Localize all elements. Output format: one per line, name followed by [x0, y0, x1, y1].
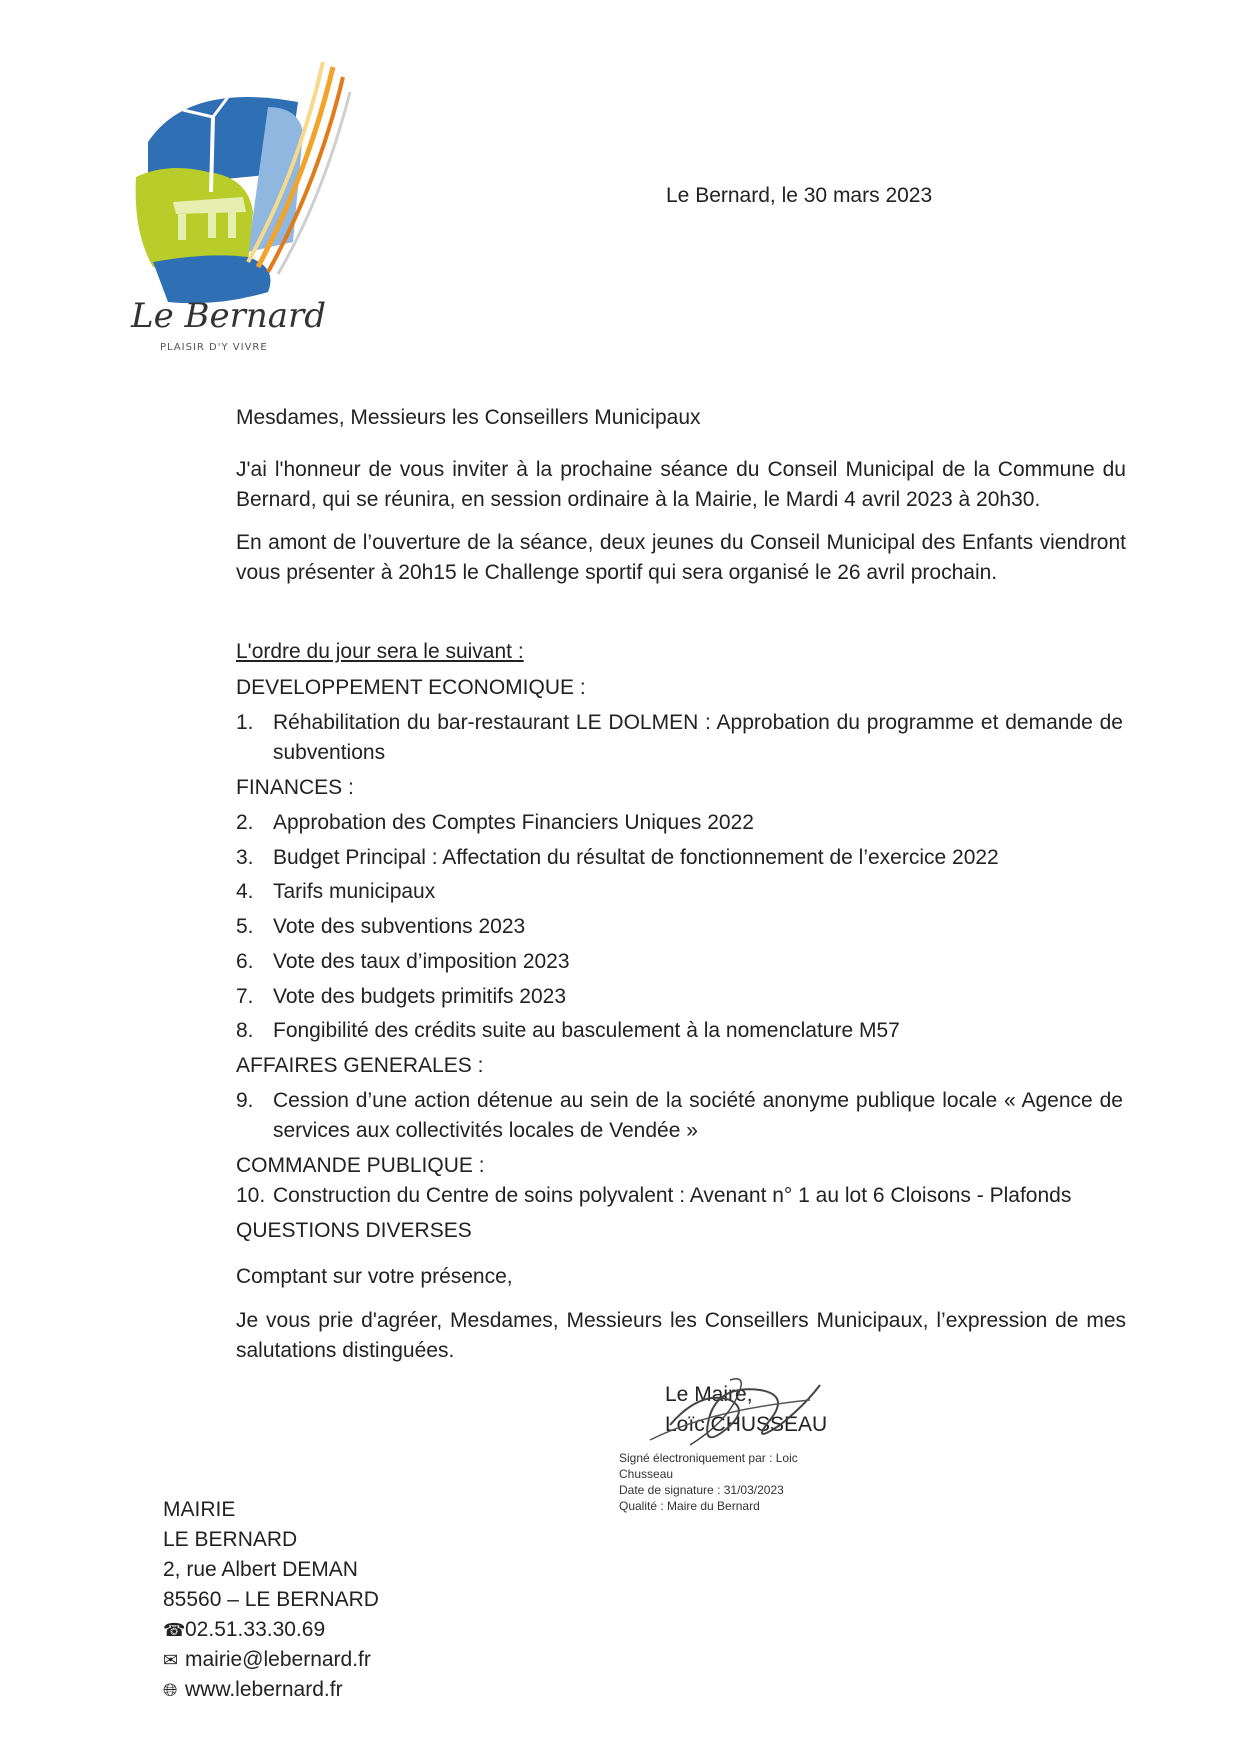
item-number: 3.	[236, 846, 254, 869]
agenda-item	[236, 982, 1126, 1012]
preamble-paragraph	[236, 528, 1126, 588]
item-text: Réhabilitation du bar-restaurant LE DOLMEN : Approbation du programme et demande de subventions	[273, 711, 1123, 764]
item-text: Construction du Centre de soins polyvalent : Avenant n° 1 au lot 6 Cloisons - Plafonds	[273, 1184, 1072, 1207]
item-number: 7.	[236, 985, 254, 1008]
closing-line: Comptant sur votre présence,	[236, 1265, 513, 1288]
item-number: 6.	[236, 950, 254, 973]
item-number: 8.	[236, 1019, 254, 1042]
agenda-item	[236, 708, 1126, 768]
closing-paragraph: Je vous prie d'agréer, Mesdames, Messieurs les Conseillers Municipaux, l’expression de mes salutations distinguées.	[236, 1309, 1126, 1362]
p2-text-emphasis-time: 20h15	[398, 561, 457, 584]
p1-text-emphasis-date: Mardi 4 avril 2023 à 20h30	[785, 488, 1035, 511]
globe-icon: 🌐︎	[163, 1680, 178, 1700]
agenda-item	[236, 1181, 1126, 1211]
footer-street: 2, rue Albert DEMAN	[163, 1558, 358, 1581]
item-number: 4.	[236, 880, 254, 903]
electronic-signature-block	[619, 1450, 829, 1514]
item-text: Cession d’une action détenue au sein de la société anonyme publique locale « Agence de services aux collectivités locales de Vendée »	[273, 1089, 1123, 1142]
logo-graphic	[128, 62, 378, 352]
phone-number: 02.51.33.30.69	[185, 1618, 326, 1641]
agenda-item	[236, 1086, 1126, 1146]
agenda-title: L'ordre du jour sera le suivant :	[236, 640, 524, 663]
footer-web	[163, 1675, 379, 1705]
p1-text-emphasis-council: Conseil Municipal	[767, 458, 935, 481]
mairie-contact-block	[163, 1495, 379, 1705]
section-heading-cmd: COMMANDE PUBLIQUE :	[236, 1154, 485, 1177]
section-heading-qd: QUESTIONS DIVERSES	[236, 1219, 472, 1242]
footer-postcode: 85560 – LE BERNARD	[163, 1588, 379, 1611]
letter-date: Le Bernard, le 30 mars 2023	[666, 184, 933, 207]
agenda-item	[236, 947, 1126, 977]
esign-signer-cont: Chusseau	[619, 1467, 674, 1481]
item-text: Vote des subventions 2023	[273, 915, 526, 938]
section-heading-dev: DEVELOPPEMENT ECONOMIQUE :	[236, 676, 586, 699]
signatory-title: Le Maire,	[665, 1383, 753, 1406]
esign-date: Date de signature : 31/03/2023	[619, 1483, 784, 1497]
logo-tagline: PLAISIR D'Y VIVRE	[160, 342, 268, 352]
footer-email	[163, 1645, 379, 1675]
item-text: Vote des taux d’imposition 2023	[273, 950, 570, 973]
esign-capacity: Qualité : Maire du Bernard	[619, 1499, 760, 1513]
p2-text-a: En amont de l’ouverture de la séance, deux jeunes du Conseil Municipal des Enfants viendront vous présenter à	[236, 531, 1126, 584]
p1-text-a: J'ai l'honneur de vous inviter à la prochaine séance du	[236, 458, 768, 481]
invitation-paragraph	[236, 455, 1126, 515]
item-number: 1.	[236, 711, 254, 734]
agenda-item	[236, 843, 1126, 873]
envelope-icon: ✉	[163, 1650, 179, 1670]
agenda-item	[236, 912, 1126, 942]
footer-mairie: MAIRIE	[163, 1498, 236, 1521]
section-heading-aff: AFFAIRES GENERALES :	[236, 1054, 484, 1077]
municipal-logo	[128, 62, 378, 352]
item-text: Approbation des Comptes Financiers Uniques 2022	[273, 811, 754, 834]
phone-icon: ☎	[163, 1620, 186, 1640]
item-number: 2.	[236, 811, 254, 834]
section-heading-fin: FINANCES :	[236, 776, 354, 799]
item-text: Tarifs municipaux	[273, 880, 436, 903]
item-text: Fongibilité des crédits suite au basculement à la nomenclature M57	[273, 1019, 900, 1042]
email-address[interactable]: mairie@lebernard.fr	[185, 1648, 371, 1671]
footer-phone	[163, 1615, 379, 1645]
esign-signer: Signé électroniquement par : Loic	[619, 1451, 798, 1465]
agenda-item	[236, 1016, 1126, 1046]
item-text: Budget Principal : Affectation du résultat de fonctionnement de l’exercice 2022	[273, 846, 999, 869]
footer-town: LE BERNARD	[163, 1528, 298, 1551]
p2-text-c: le Challenge sportif qui sera organisé le 26 avril prochain.	[456, 561, 998, 584]
agenda-item	[236, 808, 1126, 838]
salutation: Mesdames, Messieurs les Conseillers Municipaux	[236, 406, 701, 429]
signatory-name: Loïc CHUSSEAU	[665, 1413, 828, 1436]
handwritten-signature	[630, 1370, 830, 1460]
website-link[interactable]: www.lebernard.fr	[185, 1678, 343, 1701]
p1-text-e: .	[1034, 488, 1041, 511]
agenda-item	[236, 877, 1126, 907]
item-number: 10.	[236, 1184, 266, 1207]
item-number: 5.	[236, 915, 254, 938]
item-text: Vote des budgets primitifs 2023	[273, 985, 567, 1008]
p1-text-c: de la Commune du Bernard, qui se réunira, en session ordinaire à la Mairie, le	[236, 458, 1126, 511]
logo-name: Le Bernard	[131, 296, 327, 336]
item-number: 9.	[236, 1089, 254, 1112]
